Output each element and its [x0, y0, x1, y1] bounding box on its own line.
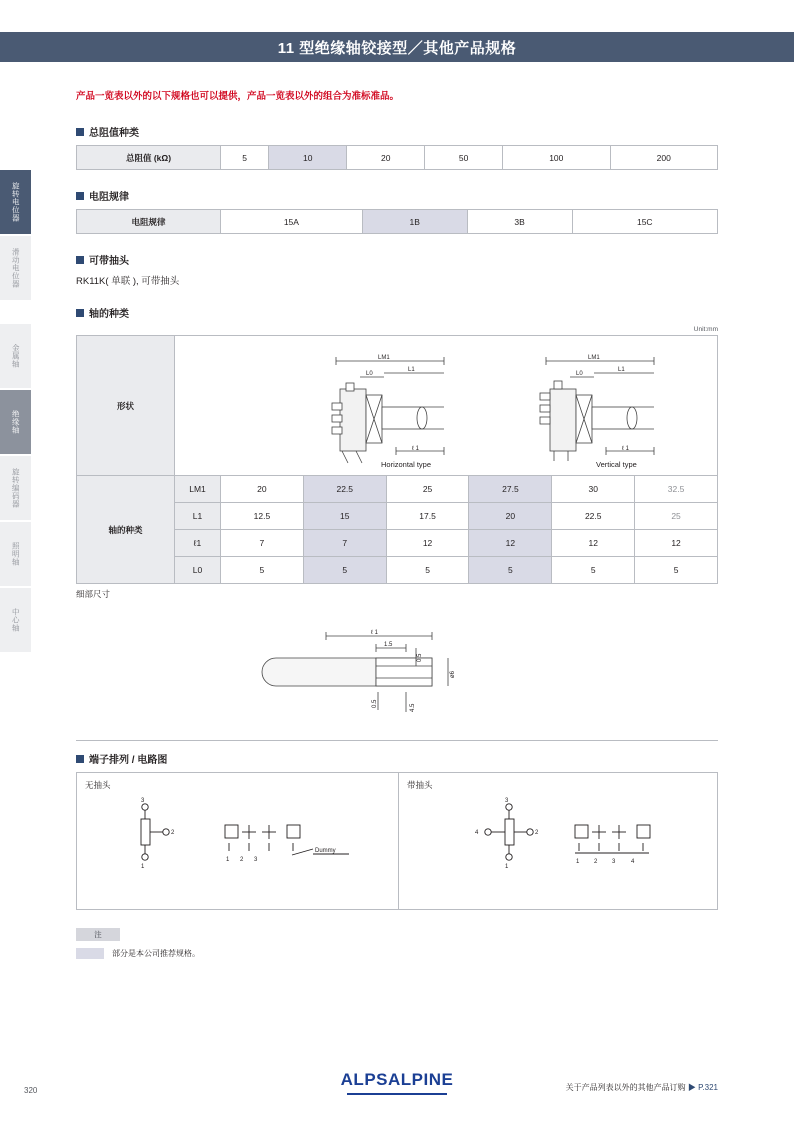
svg-text:2: 2: [535, 830, 539, 836]
note-block: [76, 928, 718, 959]
svg-text:4: 4: [631, 859, 635, 865]
svg-text:3: 3: [254, 857, 258, 863]
svg-text:ℓ 1: ℓ 1: [412, 445, 419, 452]
svg-text:4: 4: [475, 830, 479, 836]
table-row: [77, 336, 718, 476]
page-number: 320: [24, 1086, 38, 1095]
side-tab-rail: [0, 170, 31, 654]
row-header: L0: [175, 557, 221, 584]
cell-value: 25: [635, 503, 718, 530]
cell-value: 17.5: [386, 503, 469, 530]
cell-value: 1B: [362, 210, 467, 234]
table-row: [77, 146, 718, 170]
shaft-group-label: 轴的种类: [77, 476, 175, 584]
shaft-table: [76, 335, 718, 584]
footer-order-text: 关于产品列表以外的其他产品订购: [565, 1083, 686, 1092]
svg-text:ℓ 1: ℓ 1: [371, 630, 378, 636]
table-row: [77, 210, 718, 234]
svg-text:1: 1: [505, 864, 509, 870]
svg-text:3: 3: [612, 859, 616, 865]
brand-logo-alpine: ALPINE: [388, 1070, 454, 1089]
circuit-caption: 带抽头: [407, 780, 433, 790]
cell-value: 5: [303, 557, 386, 584]
row-header: 总阻值 (kΩ): [77, 146, 221, 170]
svg-text:2: 2: [594, 859, 598, 865]
cell-value: 12.5: [221, 503, 304, 530]
sidebar-item-slide-potentiometer[interactable]: [0, 236, 31, 300]
cell-value: 27.5: [469, 476, 552, 503]
svg-text:3: 3: [141, 798, 145, 804]
brand-logo: [0, 1070, 794, 1090]
brand-logo-underline: [347, 1093, 447, 1095]
note-swatch: [76, 948, 104, 959]
footer-order-ref[interactable]: ▶ P.321: [687, 1083, 718, 1092]
svg-text:2: 2: [171, 830, 175, 836]
cell-value: 5: [552, 557, 635, 584]
cell-value: 12: [635, 530, 718, 557]
cell-value: 7: [221, 530, 304, 557]
main-content: [76, 88, 718, 959]
svg-text:2: 2: [240, 857, 244, 863]
total-resistance-table: [76, 145, 718, 170]
shape-row-label: 形状: [77, 336, 175, 476]
cell-value: 15A: [221, 210, 363, 234]
cell-value: 22.5: [552, 503, 635, 530]
sidebar-item-label: 旋转编码器: [11, 468, 21, 508]
svg-text:0.5: 0.5: [372, 699, 378, 708]
square-bullet-icon: [76, 128, 84, 136]
sidebar-item-rotary-potentiometer[interactable]: [0, 170, 31, 234]
shape-drawings-cell: [175, 336, 718, 476]
detail-caption: 细部尺寸: [76, 589, 111, 599]
sidebar-item-label: 照明轴: [11, 542, 21, 566]
svg-text:1: 1: [576, 859, 580, 865]
cell-value: 22.5: [303, 476, 386, 503]
svg-text:ø6: ø6: [450, 670, 456, 678]
section-heading-tap: [76, 252, 718, 267]
table-row: [77, 476, 718, 503]
cell-value: 15: [303, 503, 386, 530]
svg-text:L0: L0: [366, 370, 373, 377]
tap-text: RK11K( 单联 ), 可带抽头: [76, 276, 180, 287]
circuit-diagram-box: [76, 772, 718, 910]
cell-value: 200: [610, 146, 717, 170]
row-header: LM1: [175, 476, 221, 503]
sidebar-item-insulated-shaft[interactable]: [0, 390, 31, 454]
section-heading-taper: [76, 188, 718, 203]
cell-value: 5: [386, 557, 469, 584]
svg-text:L1: L1: [618, 366, 625, 373]
unit-label: Unit:mm: [693, 326, 718, 333]
svg-text:LM1: LM1: [378, 354, 390, 361]
svg-text:L1: L1: [408, 366, 415, 373]
brand-logo-alps: ALPS: [340, 1070, 388, 1089]
sidebar-item-label: 中心轴: [11, 608, 21, 632]
detail-drawing: [76, 600, 718, 740]
sidebar-item-rotary-encoder[interactable]: [0, 456, 31, 520]
shaft-shape-drawings: [176, 339, 716, 473]
cell-value: 15C: [572, 210, 717, 234]
square-bullet-icon: [76, 755, 84, 763]
page-title-bar: [0, 32, 794, 62]
sidebar-item-illuminated-shaft[interactable]: [0, 522, 31, 586]
cell-value: 50: [425, 146, 503, 170]
square-bullet-icon: [76, 192, 84, 200]
svg-text:ℓ 1: ℓ 1: [622, 445, 629, 452]
svg-text:Vertical type: Vertical type: [596, 459, 637, 469]
section-heading-label: 端子排列 / 电路图: [89, 755, 168, 766]
cell-value: 5: [635, 557, 718, 584]
cell-value: 100: [503, 146, 610, 170]
cell-value: 3B: [467, 210, 572, 234]
circuit-with-tap-svg: [399, 773, 719, 909]
note-text-row: [76, 948, 718, 959]
cell-value: 12: [552, 530, 635, 557]
cell-value: 20: [221, 476, 304, 503]
square-bullet-icon: [76, 309, 84, 317]
cell-value: 10: [269, 146, 347, 170]
page-title: 11 型绝缘轴铰接型／其他产品规格: [277, 39, 517, 57]
row-header: ℓ1: [175, 530, 221, 557]
sidebar-item-label: 绝缘轴: [11, 410, 21, 434]
svg-text:1: 1: [226, 857, 230, 863]
circuit-no-tap-svg: [77, 773, 398, 909]
cell-value: 25: [386, 476, 469, 503]
sidebar-item-label: 旋转电位器: [11, 182, 21, 222]
svg-text:4.5: 4.5: [410, 703, 416, 712]
sidebar-item-label: 金属轴: [11, 344, 21, 368]
cell-value: 20: [469, 503, 552, 530]
section-heading-terminals: [76, 751, 718, 766]
svg-text:LM1: LM1: [588, 354, 600, 361]
section-heading-label: 电阻规律: [89, 192, 129, 203]
note-text: 部分是本公司推荐规格。: [112, 949, 200, 958]
svg-text:L0: L0: [576, 370, 583, 377]
section-heading-label: 总阻值种类: [89, 128, 139, 139]
svg-text:1: 1: [141, 864, 145, 870]
svg-text:Horizontal type: Horizontal type: [381, 459, 432, 469]
cell-value: 5: [469, 557, 552, 584]
circuit-with-tap: [398, 773, 719, 909]
section-heading-shaft: [76, 305, 718, 320]
cell-value: 5: [221, 146, 269, 170]
row-header: L1: [175, 503, 221, 530]
svg-text:1.5: 1.5: [384, 642, 393, 648]
row-header: 电阻规律: [77, 210, 221, 234]
circuit-caption: 无抽头: [85, 780, 111, 790]
circuit-no-tap: [77, 773, 398, 909]
cell-value: 30: [552, 476, 635, 503]
note-tag: 注: [76, 928, 120, 941]
section-heading-total-resistance: [76, 124, 718, 139]
cell-value: 12: [386, 530, 469, 557]
taper-table: [76, 209, 718, 234]
cell-value: 20: [347, 146, 425, 170]
svg-text:0.5: 0.5: [417, 653, 423, 662]
sidebar-item-center-shaft[interactable]: [0, 588, 31, 652]
cell-value: 32.5: [635, 476, 718, 503]
detail-drawing-svg: [76, 600, 718, 740]
section-heading-label: 轴的种类: [89, 309, 129, 320]
red-note: 产品一览表以外的以下规格也可以提供，产品一览表以外的组合为准标准品。: [76, 91, 400, 102]
sidebar-item-label: 滑动电位器: [11, 248, 21, 288]
svg-text:3: 3: [505, 798, 509, 804]
section-heading-label: 可带抽头: [89, 256, 129, 267]
cell-value: 5: [221, 557, 304, 584]
svg-text:Dummy: Dummy: [315, 848, 336, 854]
rail-spacer: [0, 302, 31, 324]
sidebar-item-metal-shaft[interactable]: [0, 324, 31, 388]
square-bullet-icon: [76, 256, 84, 264]
cell-value: 12: [469, 530, 552, 557]
cell-value: 7: [303, 530, 386, 557]
